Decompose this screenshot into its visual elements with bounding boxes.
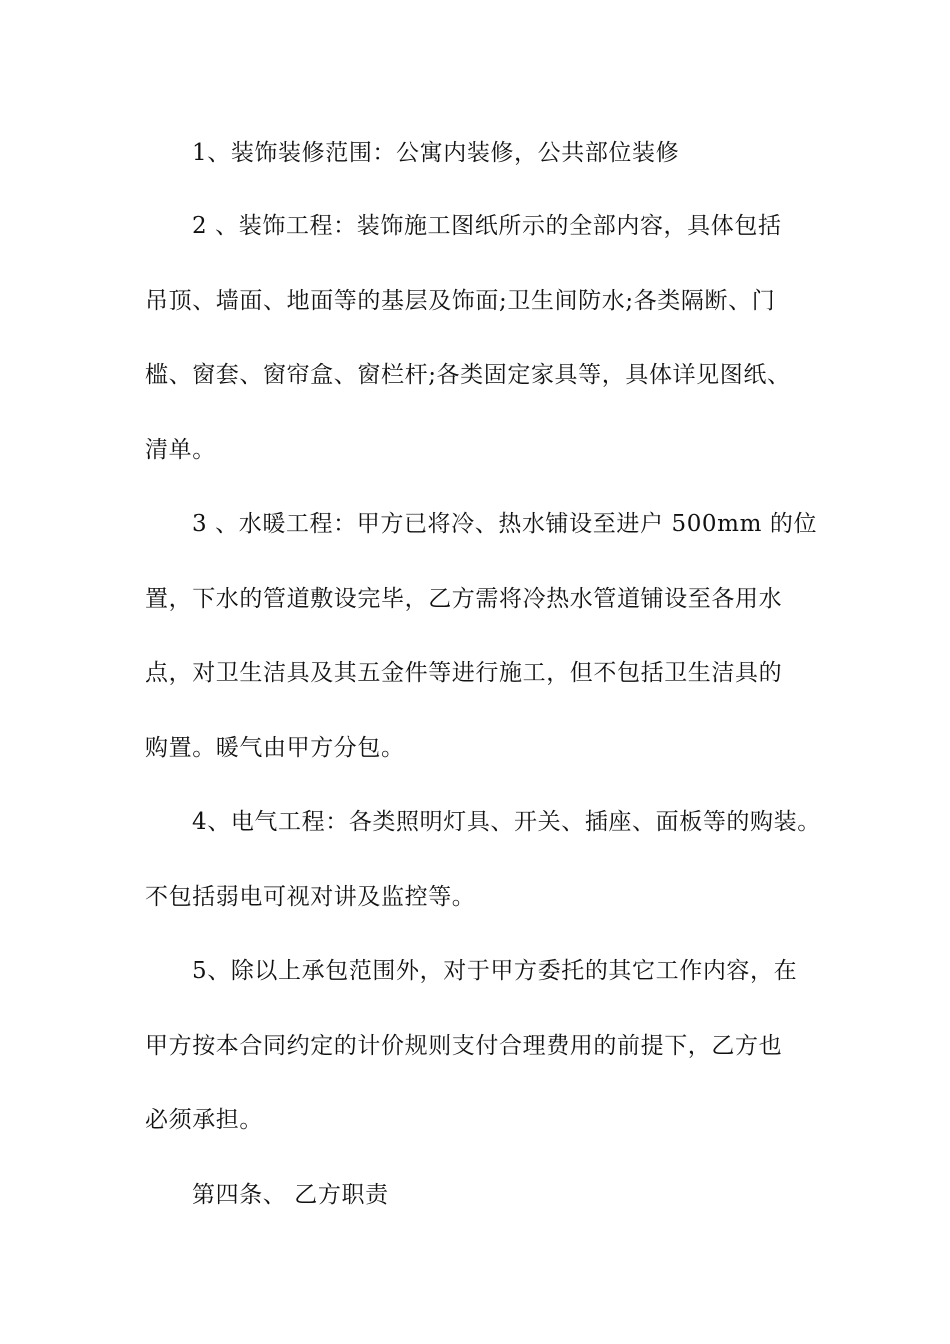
paragraph-2-line-2: 吊顶、墙面、地面等的基层及饰面;卫生间防水;各类隔断、门 [145,288,776,314]
paragraph-3-line-3: 点，对卫生洁具及其五金件等进行施工，但不包括卫生洁具的 [145,660,783,686]
paragraph-2-line-4: 清单。 [145,437,216,463]
paragraph-3-line-2: 置，下水的管道敷设完毕，乙方需将冷热水管道铺设至各用水 [145,586,783,612]
paragraph-5-line-3: 必须承担。 [145,1107,263,1133]
paragraph-1-line-1: 1、装饰装修范围：公寓内装修，公共部位装修 [192,140,680,166]
section-heading: 第四条、 乙方职责 [192,1182,389,1208]
paragraph-3-line-4: 购置。暖气由甲方分包。 [145,735,405,761]
paragraph-2-line-3: 槛、窗套、窗帘盒、窗栏杆;各类固定家具等，具体详见图纸、 [145,362,791,388]
paragraph-5-line-2: 甲方按本合同约定的计价规则支付合理费用的前提下，乙方也 [145,1033,783,1059]
paragraph-5-line-1: 5、除以上承包范围外，对于甲方委托的其它工作内容，在 [192,958,798,984]
paragraph-4-line-2: 不包括弱电可视对讲及监控等。 [145,884,476,910]
paragraph-4-line-1: 4、电气工程：各类照明灯具、开关、插座、面板等的购装。 [192,809,821,835]
paragraph-2-line-1: 2 、装饰工程：装饰施工图纸所示的全部内容，具体包括 [192,213,782,239]
paragraph-3-line-1: 3 、水暖工程：甲方已将冷、热水铺设至进户 500mm 的位 [192,511,818,537]
